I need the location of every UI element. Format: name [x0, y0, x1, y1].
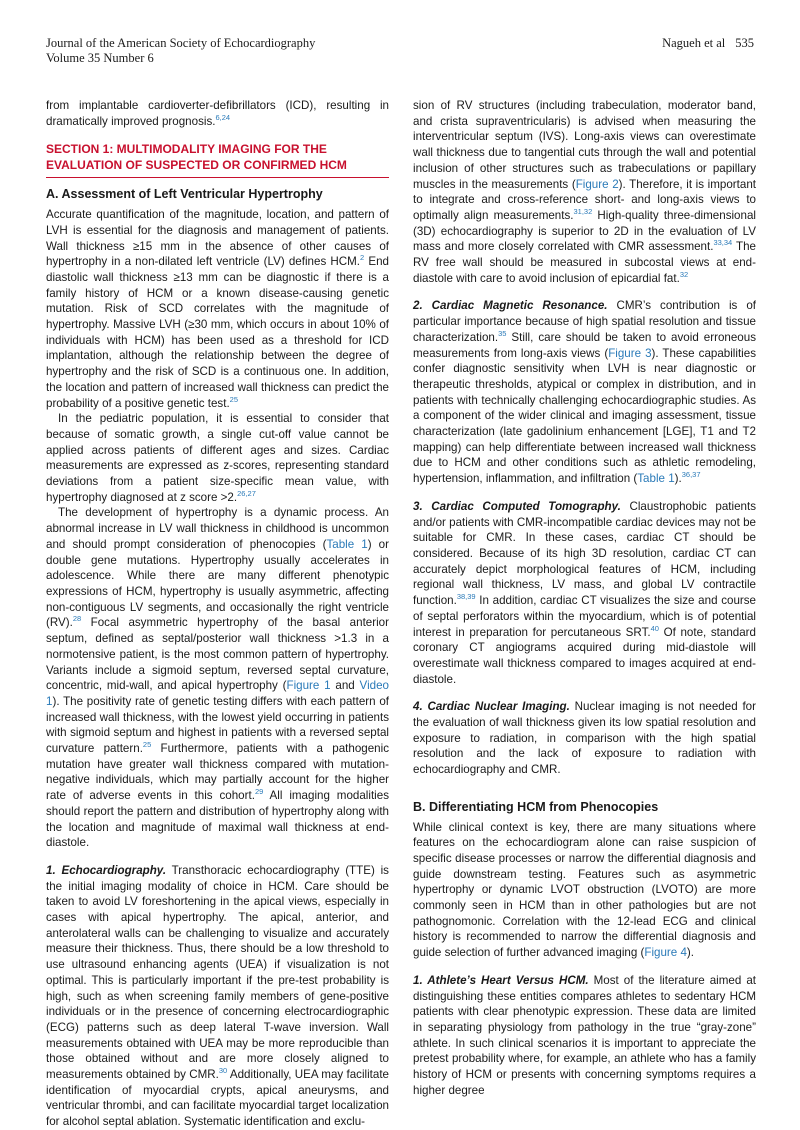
citation-ref[interactable]: 29: [254, 787, 264, 797]
citation-ref[interactable]: 25: [142, 740, 152, 750]
author-page: [662, 36, 754, 51]
paragraph: from implantable cardioverter-defibrillators (ICD), resulting in dramatically improved prognosis.$^{6,24}$: [46, 99, 389, 128]
section-heading: SECTION 1: MULTIMODALITY IMAGING FOR THE EVALUATION OF SUSPECTED OR CONFIRMED HCM: [46, 141, 389, 178]
cross-reference-link[interactable]: Figure 2: [575, 177, 619, 191]
running-authors: Nagueh et al: [662, 36, 726, 50]
citation-ref[interactable]: 28: [72, 614, 82, 624]
run-in-heading: 3. Cardiac Computed Tomography.: [413, 499, 621, 513]
citation-ref[interactable]: 26,27: [237, 488, 256, 498]
paragraph: While clinical context is key, there are many situations where features on the echocardiogram alone can raise suspicion of specific disease processes or narrow the differential diagnosis and guide downstream testing. Features such as asymmetric hypertrophy or dynamic LVOT obstruction (LVOTO) are more commonly seen in HCM than in other pathologies but are not pathognomonic. Correlation with the 12-lead ECG and clinical history is recommended to narrow the differential diagnosis and guide selection of further advanced imaging (Figure 4).: [413, 820, 756, 960]
paragraph: [413, 699, 756, 778]
paragraph-body: CMR’s contribution is of particular importance because of high spatial resolution and tissue characterization.$^{35}$ Still, care should be taken to avoid erroneous measurements from long-axis views (Figure 3). These capabilities confer diagnostic sensitivity when LVH is near diagnostic or therapeutic thresholds, atypical or complex in distribution, and in patients with technically challenging echocardiographic studies. As a component of the wider clinical and imaging assessment, tissue characterization (late gadolinium enhancement [LGE], T1 and T2 mapping) can help differentiate between increased wall thickness due to HCM and other conditions such as athletic remodeling, hypertension, inflammation, and infiltration (Table 1).$^{36,37}$: [413, 299, 756, 486]
citation-ref[interactable]: 33,34: [713, 238, 733, 248]
citation-ref[interactable]: 40: [650, 623, 659, 633]
paragraph: [413, 499, 756, 687]
paragraph: [413, 298, 756, 486]
journal-info: [46, 36, 315, 66]
citation-ref[interactable]: 30: [218, 1066, 228, 1076]
citation-ref[interactable]: 36,37: [681, 470, 701, 480]
journal-title: Journal of the American Society of Echocardiography: [46, 36, 316, 50]
run-in-heading: 2. Cardiac Magnetic Resonance.: [413, 299, 608, 313]
citation-ref[interactable]: 32: [679, 269, 689, 279]
paragraph: Accurate quantification of the magnitude, location, and pattern of LVH is essential for the diagnosis and management of patients. Wall thickness ≥15 mm in the absence of other causes of hypertrophy in a non-dilated left ventricle (LV) defines HCM.$^2$ End diastolic wall thickness ≥13 mm can be diagnostic if there is a family history of HCM or a known disease-causing genetic mutation. Risk of SCD correlates with the magnitude of hypertrophy. Massive LVH (≥30 mm, which occurs in about 10% of individuals with HCM) has been used as a threshold for ICD implantation, although the relationship between the degree of hypertrophy and the risk of SCD is a continuous one. In addition, the location and pattern of increased wall thickness can predict the probability of a positive genetic test.$^{25}$: [46, 208, 389, 410]
journal-volume: Volume 35 Number 6: [46, 51, 154, 65]
citation-ref[interactable]: 25: [229, 394, 239, 404]
right-column: [413, 98, 756, 1098]
cross-reference-link[interactable]: Figure 1: [286, 679, 331, 693]
paragraph: In the pediatric population, it is essential to consider that because of somatic growth, a single cut-off value cannot be applied across patients of different ages and sizes. Cardiac measurements are expressed as z-scores, representing standard deviations from a patient size-specific mean value, with hypertrophy diagnosed at z score >2.$^{26,27}$: [46, 412, 389, 504]
paragraph: The development of hypertrophy is a dynamic process. An abnormal increase in LV wall thickness in childhood is uncommon and should prompt consideration of phenocopies (Table 1) or double gene mutations. Hypertrophy usually accelerates in adolescence. While there are many different phenotypic expressions of HCM, hypertrophy is usually asymmetric, affecting non-contiguous LV segments, and occasionally the right ventricle (RV).$^{28}$ Focal asymmetric hypertrophy of the basal anterior septum, defined as septal/posterior wall thickness >1.3 in a normotensive patient, is the most common pattern of hypertrophy. Variants include a sigmoid septum, reversed septal curvature, concentric, mid-wall, and apical hypertrophy (Figure 1 and Video 1). The positivity rate of genetic testing differs with each pattern of increased wall thickness, with the lowest yield occurring in patients with sigmoid septum and highest in patients with a reversed septal curvature pattern.$^{25}$ Furthermore, patients with a pathogenic mutation have greater wall thickness compared with mutation-negative individuals, which may partially account for the higher rate of adverse events in this cohort.$^{29}$ All imaging modalities should report the pattern and distribution of hypertrophy along with the location and magnitude of maximal wall thickness at end-diastole.: [46, 506, 390, 850]
paragraph: [413, 973, 756, 1099]
paragraph-body: Claustrophobic patients and/or patients with CMR-incompatible cardiac devices may not be suitable for CMR. In these cases, cardiac CT should be considered. Because of its high 3D resolution, cardiac CT can accurately depict morphological features of HCM, including regional wall thickness, LV mass, and global LV contractile function.$^{38,39}$ In addition, cardiac CT visualizes the size and course of septal perforators within the myocardium, which is of potential interest in preparation for percutaneous SRT.$^{40}$ Of note, standard coronary CT angiograms acquired during mid-diastole will overestimate wall thickness compared to images acquired at end-diastole.: [413, 499, 757, 686]
run-in-heading: 1. Athlete’s Heart Versus HCM.: [413, 973, 589, 987]
citation-ref[interactable]: 6,24: [215, 112, 231, 122]
paragraph-body: Nuclear imaging is not needed for the evaluation of wall thickness given its low spatial resolution and exposure to radiation, in comparison with the high spatial resolution and the lack of exposure to radiation with echocardiography and CMR.: [413, 700, 756, 777]
paragraph-body: Transthoracic echocardiography (TTE) is the initial imaging modality of choice in HCM. Care should be taken to avoid LV foreshortening in the apical views, especially in cases with apical hypertrophy. The apical, anterior, and anterolateral walls can be challenging to visualize and accurately measure their thickness. Thus, there should be a low threshold to use ultrasound enhancing agents (UEA) if visualization is not optimal. This is particularly important if the pre-test probability is high, such as when screening family members of gene-positive individuals or in the presence of concerning electrocardiographic (ECG) patterns such as deep lateral T-wave inversion. Wall measurements obtained with UEA may be more reproducible than those obtained without and are more closely aligned to measurements obtained by CMR.$^{30}$ Additionally, UEA may facilitate identification of myocardial crypts, apical aneurysms, and ventricular thrombi, and can facilitate myocardial target localization for alcohol septal ablation. Systematic identification and exclu-: [46, 863, 390, 1129]
paragraph-body: Most of the literature aimed at distinguishing these entities compares athletes to sedentary HCM patients with clear phenotypic expression. These data are limited in separating physiology from pathology in the true “gray-zone” athlete. In such clinical scenarios it is important to appreciate the pretest probability where, for example, an athlete who has a family history of HCM or presents with concerning symptoms requires a higher degree: [413, 973, 756, 1097]
left-column: [46, 98, 389, 1130]
citation-ref[interactable]: 38,39: [456, 592, 476, 602]
citation-ref[interactable]: 31,32: [573, 207, 593, 217]
cross-reference-link[interactable]: Figure 3: [608, 346, 652, 360]
cross-reference-link[interactable]: Video 1: [46, 679, 389, 708]
paragraph: sion of RV structures (including trabeculation, moderator band, and crista supraventricularis) is advised when measuring the interventricular septum (IVS). Long-axis views can overestimate wall thickness due to tangential cuts through the wall and potential inclusion of other structures such as trabeculations or papillary muscles in the measurements (Figure 2). Therefore, it is important to integrate and cross-reference short- and long-axis views to optimally align measurements.$^{31,32}$ High-quality three-dimensional (3D) echocardiography is superior to 2D in the evaluation of LV mass and more closely correlated with CMR assessment.$^{33,34}$ The RV free wall should be measured in subcostal views at end-diastole with care to avoid inclusion of epicardial fat.$^{32}$: [413, 99, 756, 285]
page-number: 535: [735, 36, 754, 50]
citation-ref[interactable]: 2: [360, 253, 365, 263]
paragraph: [46, 863, 389, 1130]
subsection-heading: B. Differentiating HCM from Phenocopies: [413, 799, 659, 814]
run-in-heading: 1. Echocardiography.: [46, 863, 167, 877]
run-in-heading: 4. Cardiac Nuclear Imaging.: [413, 700, 570, 714]
cross-reference-link[interactable]: Table 1: [637, 472, 675, 486]
cross-reference-link[interactable]: Figure 4: [644, 946, 687, 960]
citation-ref[interactable]: 35: [498, 328, 507, 338]
subsection-heading: A. Assessment of Left Ventricular Hypertrophy: [46, 187, 323, 202]
cross-reference-link[interactable]: Table 1: [326, 537, 368, 551]
